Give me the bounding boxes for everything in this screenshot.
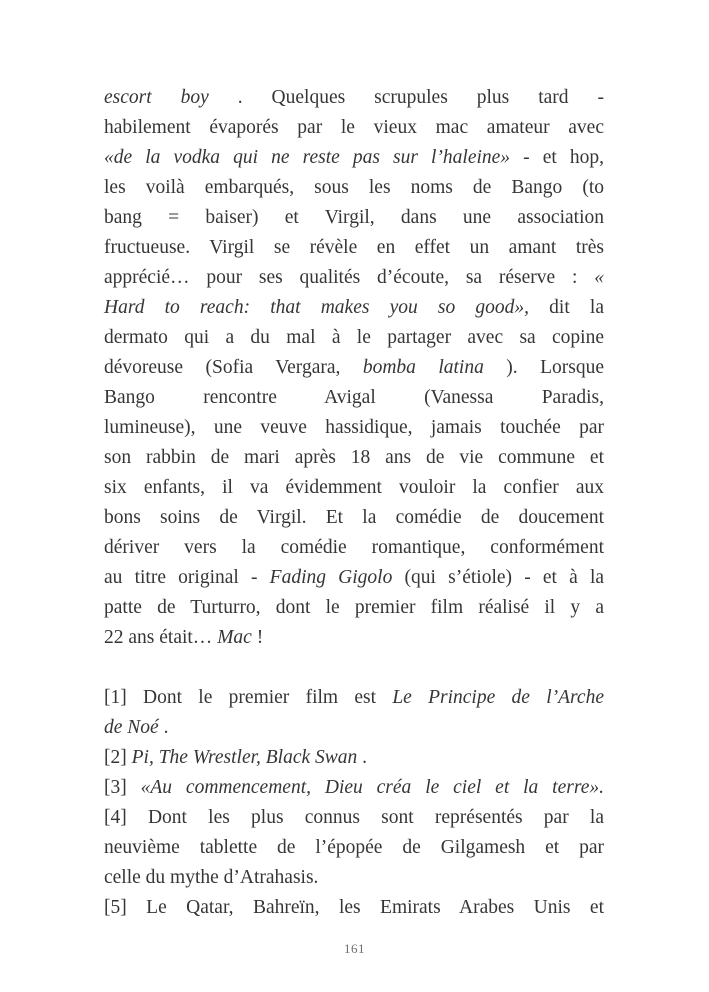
text-segment: Pi, The Wrestler, Black Swan bbox=[131, 747, 358, 768]
text-segment: bang = baiser) et Virgil, dans une association bbox=[104, 207, 604, 228]
text-segment: six enfants, il va évidemment vouloir la confier aux bbox=[104, 477, 604, 498]
text-line bbox=[104, 893, 604, 923]
text-line bbox=[104, 593, 604, 623]
text-segment: ! bbox=[251, 627, 264, 648]
text-line bbox=[104, 233, 604, 263]
text-line bbox=[104, 563, 604, 593]
text-segment: (qui s’étiole) - et à la bbox=[392, 567, 605, 588]
text-segment: celle du mythe d’Atrahasis. bbox=[104, 867, 319, 888]
text-segment: . bbox=[357, 747, 368, 768]
text-segment: [4] Dont les plus connus sont représentés par la bbox=[104, 807, 604, 828]
text-line bbox=[104, 293, 604, 323]
text-segment: «de la vodka qui ne reste pas sur l’haleine» bbox=[104, 147, 511, 168]
text-line bbox=[104, 623, 604, 653]
text-line bbox=[104, 713, 604, 743]
text-line bbox=[104, 503, 604, 533]
text-segment: patte de Turturro, dont le premier film réalisé il y a bbox=[104, 597, 604, 618]
text-line bbox=[104, 353, 604, 383]
text-segment: fructueuse. Virgil se révèle en effet un amant très bbox=[104, 237, 604, 258]
text-segment: Le Principe de l’Arche bbox=[392, 687, 604, 708]
text-line bbox=[104, 143, 604, 173]
text-segment: dit la bbox=[529, 297, 604, 318]
text-segment: « bbox=[594, 267, 604, 288]
text-segment: . Quelques scrupules plus tard - bbox=[208, 87, 604, 108]
text-segment: habilement évaporés par le vieux mac amateur avec bbox=[104, 117, 604, 138]
text-line bbox=[104, 83, 604, 113]
text-segment: lumineuse), une veuve hassidique, jamais touchée par bbox=[104, 417, 604, 438]
text-line bbox=[104, 203, 604, 233]
text-line bbox=[104, 803, 604, 833]
text-segment: Hard to reach: that makes you so good», bbox=[104, 297, 530, 318]
text-segment: Mac bbox=[217, 627, 252, 648]
text-segment: [1] Dont le premier film est bbox=[104, 687, 393, 708]
text-line bbox=[104, 383, 604, 413]
text-segment: [3] bbox=[104, 777, 141, 798]
text-segment: les voilà embarqués, sous les noms de Bango (to bbox=[104, 177, 604, 198]
text-segment: . bbox=[158, 717, 169, 738]
text-line bbox=[104, 173, 604, 203]
text-line bbox=[104, 263, 604, 293]
text-line bbox=[104, 413, 604, 443]
text-segment: 22 ans était… bbox=[104, 627, 218, 648]
text-segment: [2] bbox=[104, 747, 132, 768]
blank-line bbox=[104, 653, 604, 683]
text-segment: bons soins de Virgil. Et la comédie de doucement bbox=[104, 507, 604, 528]
text-line bbox=[104, 863, 604, 893]
text-segment: apprécié… pour ses qualités d’écoute, sa réserve : bbox=[104, 267, 595, 288]
text-line bbox=[104, 773, 604, 803]
text-segment: [5] Le Qatar, Bahreïn, les Emirats Arabes Unis et bbox=[104, 897, 604, 918]
text-line bbox=[104, 443, 604, 473]
text-segment: bomba latina bbox=[362, 357, 484, 378]
text-segment: dévoreuse (Sofia Vergara, bbox=[104, 357, 363, 378]
text-segment: ). Lorsque bbox=[483, 357, 604, 378]
page-number: 161 bbox=[344, 941, 365, 956]
text-line bbox=[104, 683, 604, 713]
text-line bbox=[104, 743, 604, 773]
text-segment: Bango rencontre Avigal (Vanessa Paradis, bbox=[104, 387, 604, 408]
text-segment: son rabbin de mari après 18 ans de vie commune et bbox=[104, 447, 604, 468]
text-line bbox=[104, 833, 604, 863]
text-line bbox=[104, 113, 604, 143]
text-segment: dermato qui a du mal à le partager avec sa copine bbox=[104, 327, 604, 348]
text-line bbox=[104, 533, 604, 563]
text-segment: au titre original - bbox=[104, 567, 270, 588]
text-segment: «Au commencement, Dieu créa le ciel et la terre». bbox=[140, 777, 604, 798]
text-segment: neuvième tablette de l’épopée de Gilgamesh et par bbox=[104, 837, 604, 858]
text-segment: - et hop, bbox=[510, 147, 604, 168]
text-segment: dériver vers la comédie romantique, conformément bbox=[104, 537, 604, 558]
text-line bbox=[104, 473, 604, 503]
text-segment: escort boy bbox=[104, 87, 209, 108]
text-line bbox=[104, 323, 604, 353]
text-segment: Fading Gigolo bbox=[269, 567, 393, 588]
body-text bbox=[104, 83, 604, 923]
text-segment: de Noé bbox=[104, 717, 159, 738]
